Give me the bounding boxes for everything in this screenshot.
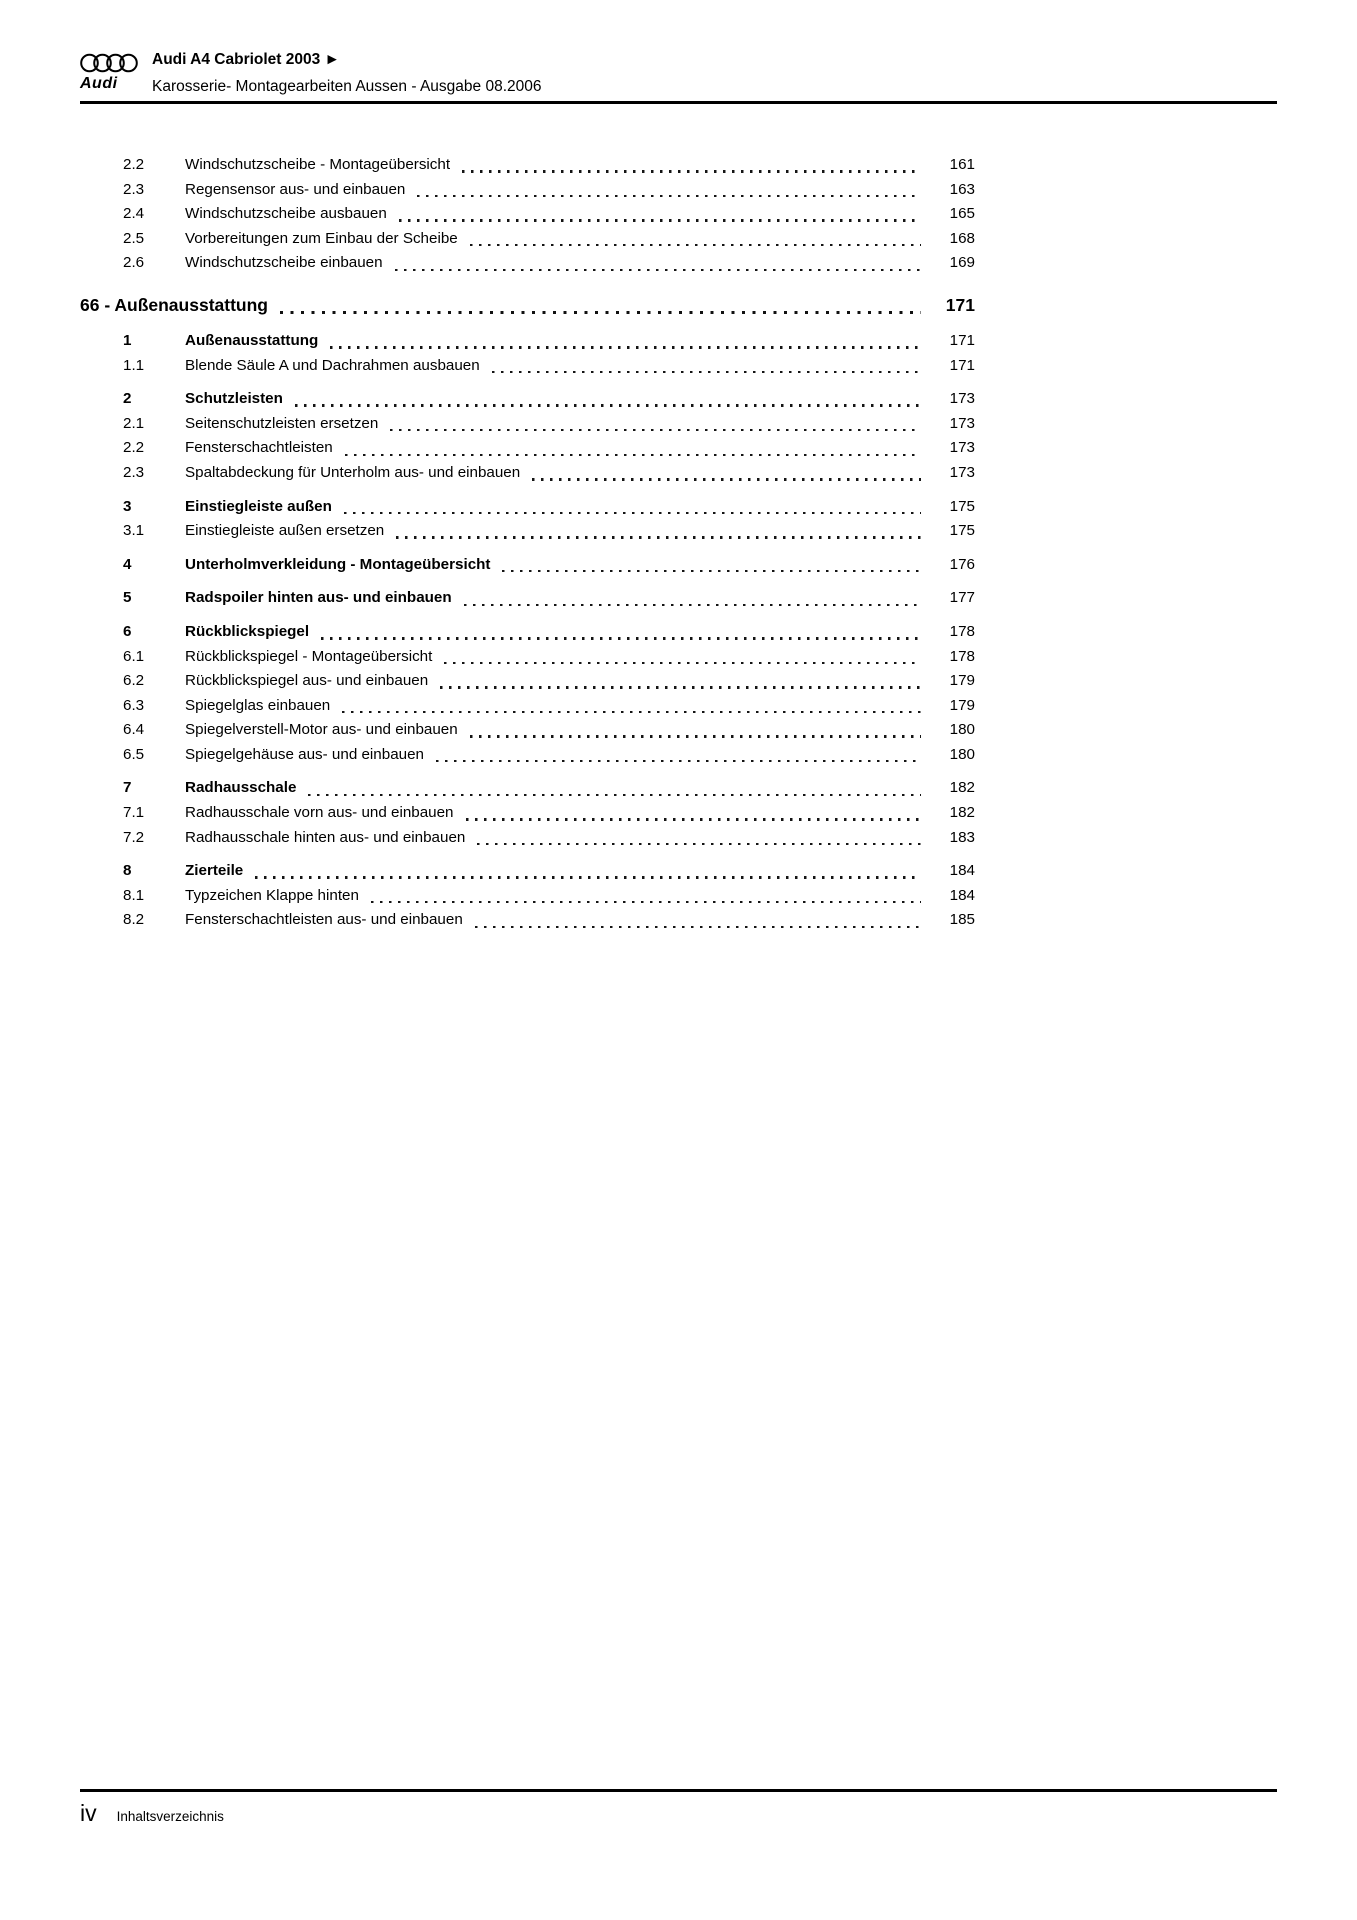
toc-entry-number: 6: [123, 622, 132, 640]
toc-entry: [123, 884, 975, 909]
toc-entry-number: 6.5: [123, 745, 145, 763]
toc-entry-page: 178: [949, 622, 975, 640]
toc-dot-leader: [321, 637, 921, 639]
toc-entry-page: 182: [949, 779, 975, 797]
toc-entry-number: 1: [123, 331, 132, 349]
toc-entry-label: Typzeichen Klappe hinten: [185, 886, 359, 904]
toc-entry-label: Rückblickspiegel: [185, 622, 310, 640]
toc-entry-label: Blende Säule A und Dachrahmen ausbauen: [185, 356, 480, 374]
toc-entry-label: Spiegelgehäuse aus- und einbauen: [185, 745, 424, 763]
toc-entry: [123, 694, 975, 719]
manual-title: Audi A4 Cabriolet 2003 ►: [152, 51, 340, 68]
toc-entry-number: 2.2: [123, 156, 145, 173]
toc-entry-label: Windschutzscheibe ausbauen: [185, 205, 387, 223]
toc-entry-page: 182: [949, 804, 975, 822]
toc-entry-label: Fensterschachtleisten: [185, 439, 333, 457]
toc-entry-number: 6.4: [123, 721, 145, 739]
toc-entry: [123, 251, 975, 276]
toc-entry-label: Außenausstattung: [185, 331, 319, 349]
footer-label: Inhaltsverzeichnis: [116, 1809, 224, 1824]
toc-entry: [123, 436, 975, 461]
toc-dot-leader: [255, 876, 921, 878]
toc-entry: [123, 859, 975, 884]
toc-entry-page: 180: [949, 721, 975, 739]
toc-entry: [123, 620, 975, 645]
toc-entry-label: Spiegelverstell-Motor aus- und einbauen: [185, 721, 458, 739]
toc-entry-page: 171: [949, 356, 975, 374]
toc-entry: [123, 908, 975, 933]
toc-dot-leader: [475, 926, 921, 928]
toc-entry: [123, 586, 975, 611]
toc-entry-label: Windschutzscheibe einbauen: [185, 254, 383, 272]
toc-entry: [123, 519, 975, 544]
toc-entry: [123, 553, 975, 578]
toc-dot-leader: [280, 311, 921, 314]
toc-entry: [123, 354, 975, 379]
toc-entry-page: 173: [949, 439, 975, 457]
toc-entry-page: 169: [949, 254, 975, 272]
toc-entry-page: 179: [949, 696, 975, 714]
toc-entry-label: Radhausschale: [185, 779, 297, 797]
page-footer: [80, 1800, 1277, 1826]
toc-entry-page: 165: [949, 205, 975, 223]
toc-dot-leader: [295, 404, 921, 406]
toc-list: [80, 153, 975, 933]
toc-dot-leader: [308, 794, 921, 796]
toc-entry-number: 5: [123, 589, 132, 607]
toc-entry: [123, 329, 975, 354]
toc-entry-number: 1.1: [123, 356, 145, 374]
audi-wordmark: Audi: [80, 75, 118, 92]
toc-entry: [123, 227, 975, 252]
toc-entry-number: 2.4: [123, 205, 145, 223]
toc-dot-leader: [492, 371, 921, 373]
toc-entry-label: Unterholmverkleidung - Montageübersicht: [185, 555, 491, 573]
toc-dot-leader: [444, 662, 921, 664]
toc-entry-number: 6.1: [123, 647, 145, 665]
toc-entry: [123, 826, 975, 851]
toc-dot-leader: [440, 686, 921, 688]
footer-divider: [80, 1789, 1277, 1792]
toc-entry-number: 7.2: [123, 828, 145, 846]
toc-entry-number: 2: [123, 390, 132, 408]
toc-dot-leader: [470, 244, 921, 246]
toc-entry-page: 184: [949, 886, 975, 904]
toc-entry-page: 179: [949, 672, 975, 690]
toc-entry-number: 4: [123, 555, 132, 573]
toc-entry-label: 66 - Außenausstattung: [80, 294, 268, 315]
toc-dot-leader: [395, 269, 921, 271]
toc-dot-leader: [371, 901, 921, 903]
toc-entry: [123, 776, 975, 801]
audi-rings-icon: [80, 53, 144, 73]
toc-entry: [123, 202, 975, 227]
page-header: [80, 50, 1277, 100]
toc-entry-page: 161: [949, 156, 975, 173]
toc-entry-label: Vorbereitungen zum Einbau der Scheibe: [185, 229, 458, 247]
toc-entry-page: 178: [949, 647, 975, 665]
toc-entry-page: 173: [949, 390, 975, 408]
audi-logo: [80, 53, 144, 93]
toc-entry: [123, 718, 975, 743]
toc-entry-page: 185: [949, 911, 975, 929]
toc-entry-page: 176: [949, 555, 975, 573]
toc-entry-label: Regensensor aus- und einbauen: [185, 180, 406, 198]
toc-entry-number: 7: [123, 779, 132, 797]
toc-dot-leader: [390, 429, 921, 431]
toc-entry-label: Radhausschale vorn aus- und einbauen: [185, 804, 454, 822]
toc-entry-label: Windschutzscheibe - Montageübersicht: [185, 156, 451, 173]
toc-entry: [123, 495, 975, 520]
toc-entry-label: Fensterschachtleisten aus- und einbauen: [185, 911, 463, 929]
toc-entry-label: Spaltabdeckung für Unterholm aus- und einbauen: [185, 463, 521, 481]
toc-dot-leader: [417, 195, 921, 197]
toc-entry-page: 183: [949, 828, 975, 846]
toc-dot-leader: [466, 818, 921, 820]
folio-page-number: iv: [80, 1800, 97, 1826]
toc-entry-number: 8.1: [123, 886, 145, 904]
toc-entry: [123, 669, 975, 694]
toc-dot-leader: [464, 604, 921, 606]
toc-entry-label: Zierteile: [185, 862, 244, 880]
toc-entry-page: 175: [949, 497, 975, 515]
toc-entry: [123, 153, 975, 178]
toc-entry: [123, 743, 975, 768]
toc-entry-label: Einstiegleiste außen ersetzen: [185, 522, 385, 540]
toc-entry-page: 168: [949, 229, 975, 247]
header-divider: [80, 101, 1277, 104]
toc-entry-label: Radhausschale hinten aus- und einbauen: [185, 828, 466, 846]
toc-entry-label: Radspoiler hinten aus- und einbauen: [185, 589, 452, 607]
toc-entry-label: Rückblickspiegel - Montageübersicht: [185, 647, 433, 665]
toc-dot-leader: [532, 478, 921, 480]
toc-entry-number: 2.5: [123, 229, 145, 247]
toc-dot-leader: [462, 170, 921, 172]
toc-entry: [123, 412, 975, 437]
toc-entry-number: 2.3: [123, 463, 145, 481]
toc-entry-label: Einstiegleiste außen: [185, 497, 332, 515]
toc-entry-page: 163: [949, 180, 975, 198]
toc-dot-leader: [502, 570, 921, 572]
toc-entry-number: 3.1: [123, 522, 145, 540]
toc-dot-leader: [344, 512, 921, 514]
toc-dot-leader: [345, 454, 921, 456]
toc-entry-number: 2.3: [123, 180, 145, 198]
toc-dot-leader: [342, 711, 921, 713]
toc-entry-page: 171: [945, 294, 975, 315]
header-titles: [152, 50, 1277, 96]
toc-entry-page: 184: [949, 862, 975, 880]
toc-entry-label: Schutzleisten: [185, 390, 283, 408]
toc-entry-number: 6.3: [123, 696, 145, 714]
toc-entry-page: 173: [949, 414, 975, 432]
toc-entry-page: 175: [949, 522, 975, 540]
toc-entry-number: 7.1: [123, 804, 145, 822]
toc-entry: [123, 645, 975, 670]
toc-dot-leader: [470, 735, 921, 737]
toc-entry-label: Rückblickspiegel aus- und einbauen: [185, 672, 429, 690]
toc-entry-number: 8.2: [123, 911, 145, 929]
toc-entry-page: 173: [949, 463, 975, 481]
toc-dot-leader: [330, 346, 921, 348]
toc-dot-leader: [399, 219, 921, 221]
toc-entry-page: 171: [949, 331, 975, 349]
toc-dot-leader: [396, 536, 921, 538]
toc-dot-leader: [477, 843, 921, 845]
toc-entry: [80, 290, 975, 320]
toc-entry-number: 6.2: [123, 672, 145, 690]
toc-entry: [123, 387, 975, 412]
toc-entry-number: 2.1: [123, 414, 145, 432]
toc-entry-number: 2.6: [123, 254, 145, 272]
toc-entry: [123, 801, 975, 826]
toc-entry-number: 2.2: [123, 439, 145, 457]
toc-entry-number: 3: [123, 497, 132, 515]
toc-entry-number: 8: [123, 862, 132, 880]
toc-entry: [123, 178, 975, 203]
toc-entry-page: 180: [949, 745, 975, 763]
toc-dot-leader: [436, 760, 921, 762]
toc-entry-label: Spiegelglas einbauen: [185, 696, 331, 714]
manual-subtitle: Karosserie- Montagearbeiten Aussen - Ausgabe 08.2006: [152, 78, 542, 95]
toc-entry-page: 177: [949, 589, 975, 607]
toc-entry: [123, 461, 975, 486]
toc-entry-label: Seitenschutzleisten ersetzen: [185, 414, 379, 432]
